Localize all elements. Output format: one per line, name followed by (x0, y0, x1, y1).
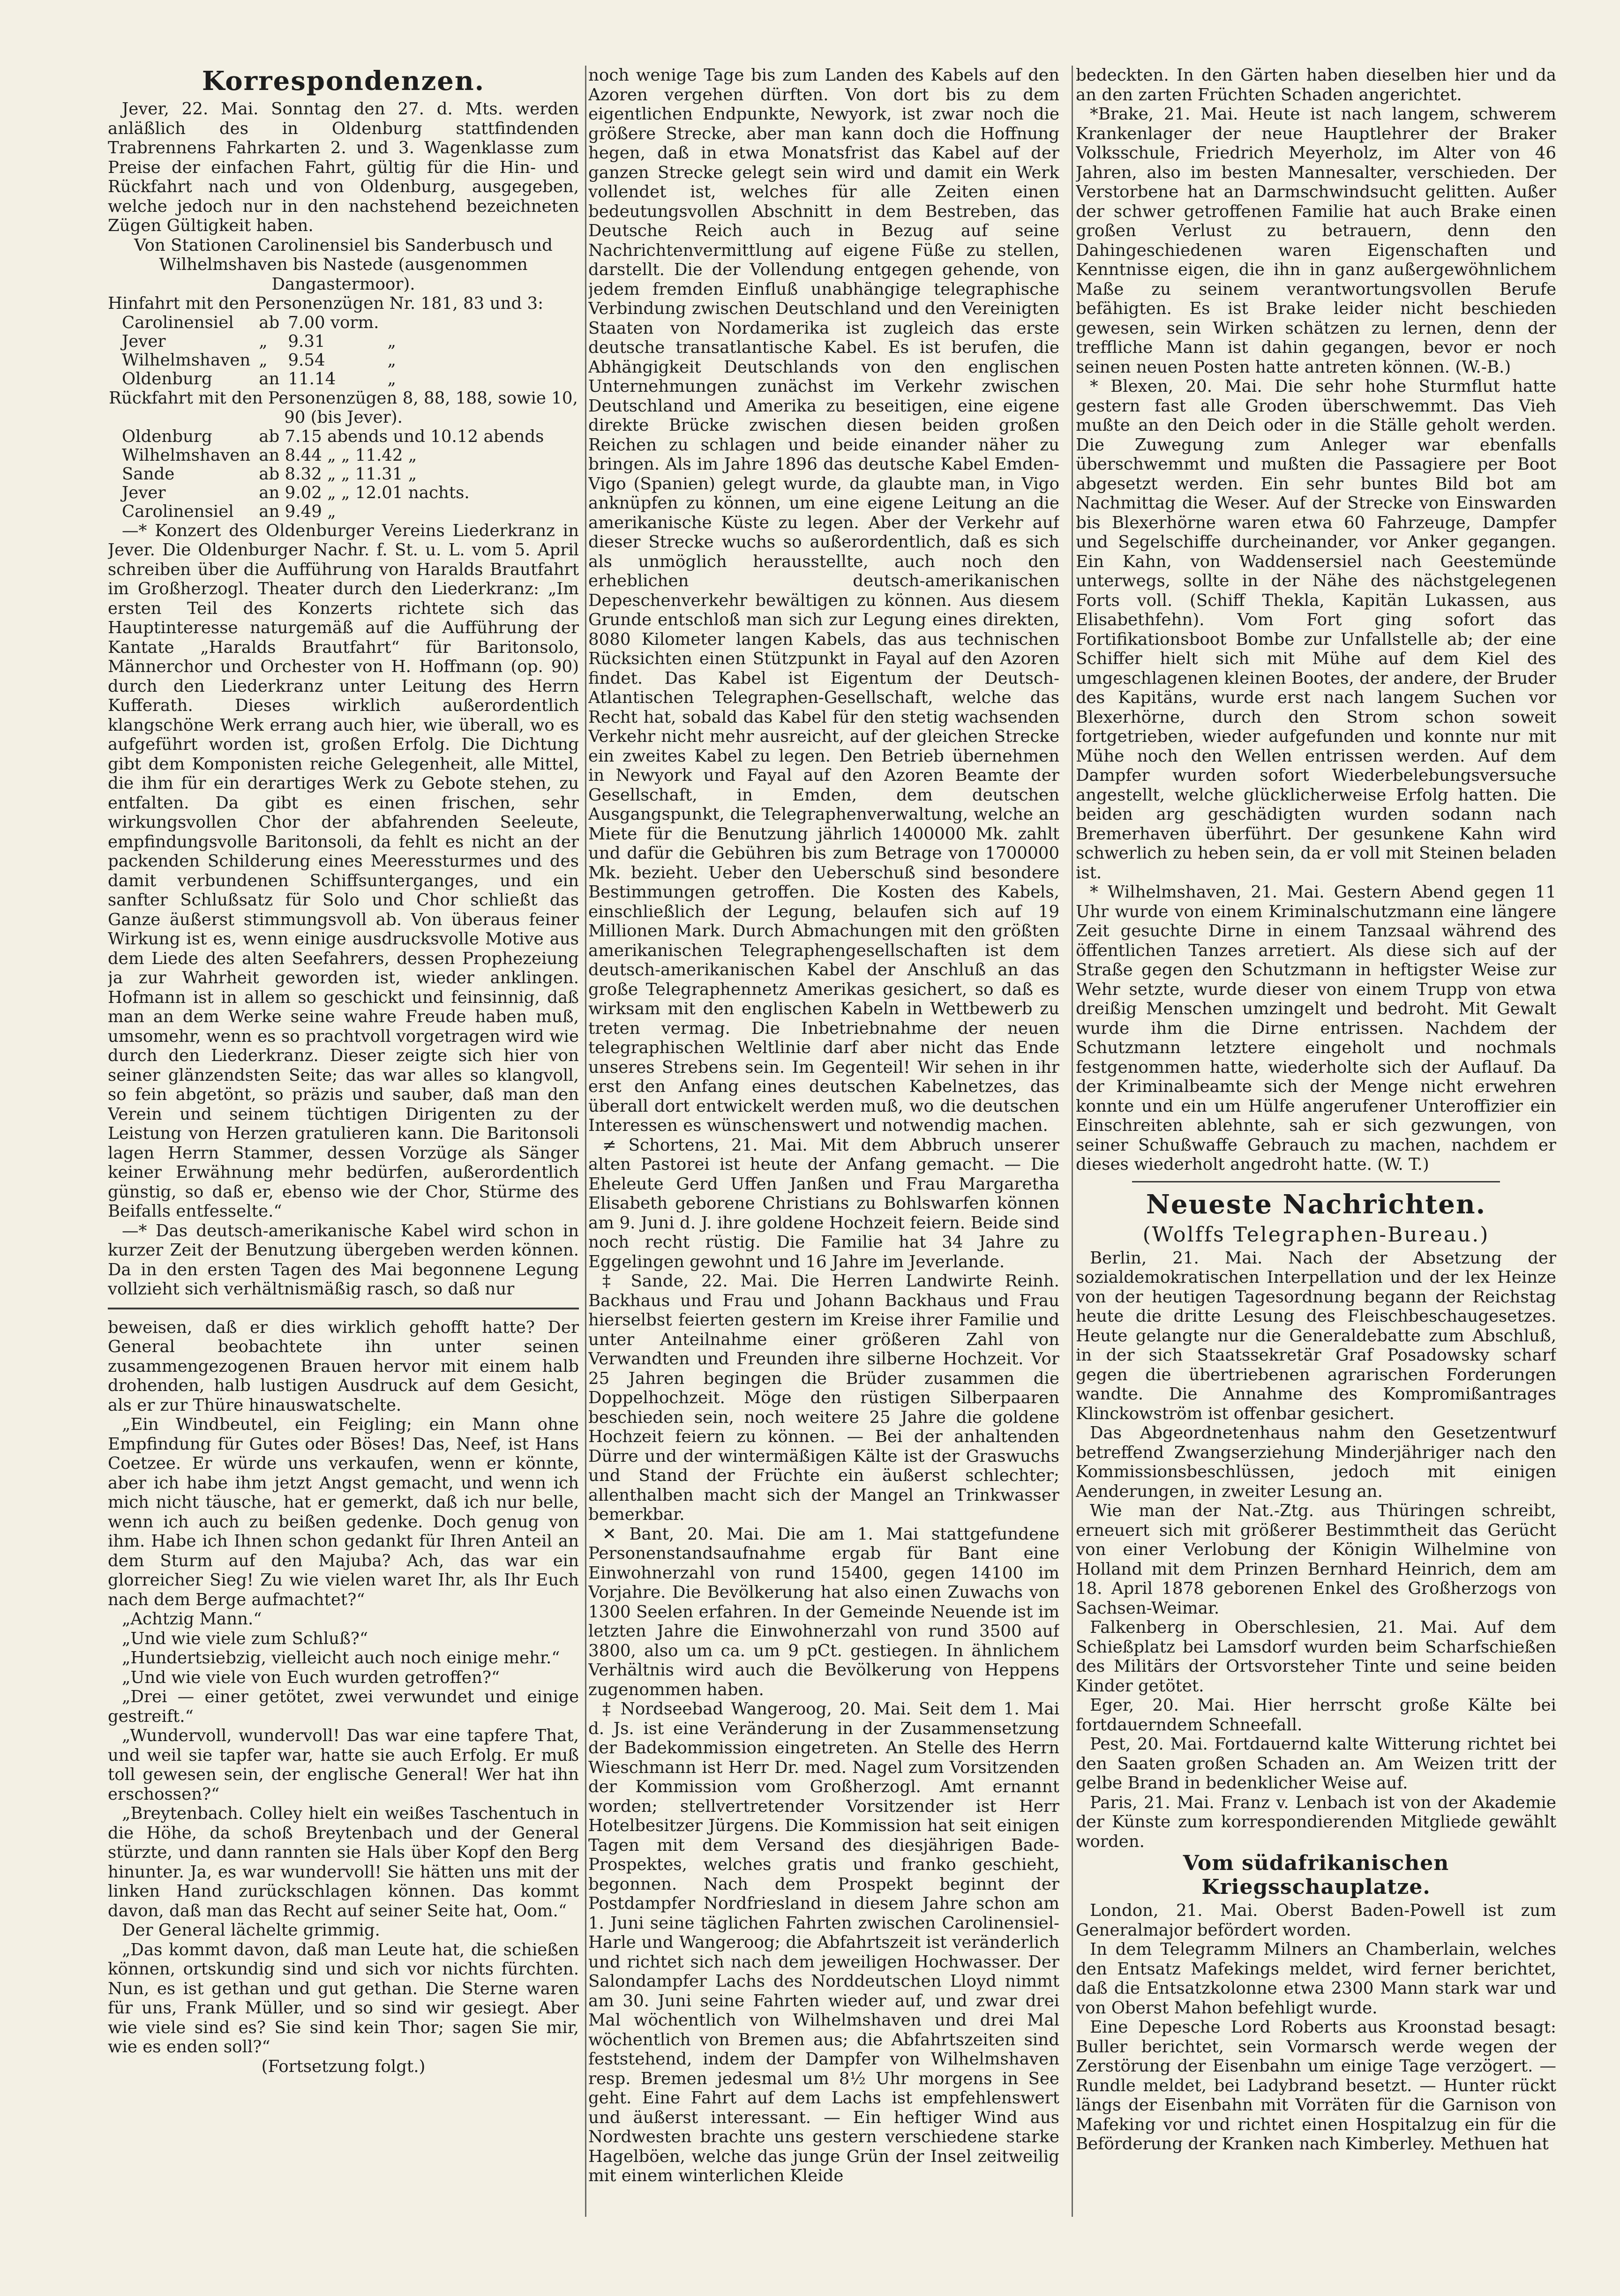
article-london: London, 21. Mai. Oberst Baden-Powell ist zum Generalmajor befördert worden. (1076, 1901, 1556, 1940)
fortsetzung-note: (Fortsetzung folgt.) (261, 2057, 426, 2076)
table-row (122, 484, 552, 502)
article-wilhelmshaven: * Wilhelmshaven, 21. Mai. Gestern Abend gegen 11 Uhr wurde von einem Kriminalschutzmann eine längere Zeit gesuchte Dirne in einem Tanzsaal während des öffentlichen Tanzes arretiert. Als diese sich auf der Straße gegen den Schutzmann in heftigster Weise zur Wehr setzte, wurde dieser von einem Trupp von etwa dreißig Menschen umzingelt und bedroht. Mit Gewalt wurde ihm die Dirne entrissen. Nachdem der Schutzmann letztere eingeholt und nochmals festgenommen hatte, wiederholte sich der Auflauf. Da der Kriminalbeamte sich der Menge nicht erwehren konnte und ein um Hülfe angerufener Unteroffizier ein Einschreiten ablehnte, sah er sich gezwungen, von seiner Schußwaffe Gebrauch zu machen, nachdem er dieses wiederholt angedroht hatte. (W. T.) (1076, 883, 1556, 1174)
table-cell: „ (259, 350, 268, 370)
table-cell: an (259, 369, 280, 389)
article-eger: Eger, 20. Mai. Hier herrscht große Kälte bei fortdauerndem Schneefall. (1076, 1696, 1556, 1735)
table-cell: ab 7.15 abends und 10.12 abends (259, 426, 544, 446)
table-cell: „ (387, 331, 396, 351)
article-kabel-continued: noch wenige Tage bis zum Landen des Kabels auf den Azoren vergehen dürften. Von dort bis zu dem eigentlichen Endpunkte, Newyork, ist zwar noch die größere Strecke, aber man kann doch die Hoffnung hegen, daß in etwa Monatsfrist das Kabel auf der ganzen Strecke gelegt sein wird und damit ein Werk vollendet ist, welches für alle Zeiten einen bedeutungsvollen Abschnitt in dem Bestreben, das Deutsche Reich auch in Bezug auf seine Nachrichtenvermittlung auf eigene Füße zu stellen, darstellt. Die der Vollendung entgegen gehende, von jedem fremden Einfluß unabhängige telegraphische Verbindung zwischen Deutschland und den Vereinigten Staaten von Nordamerika ist zugleich das erste deutsche transatlantische Kabel. Es ist berufen, die Abhängigkeit Deutschlands von den englischen Unternehmungen zunächst im Verkehr zwischen Deutschland und Amerika zu beseitigen, eine eigene direkte Brücke zwischen diesen beiden großen Reichen zu schlagen und beide einander näher zu bringen. Als im Jahre 1896 das deutsche Kabel Emden-Vigo (Spanien) gelegt wurde, da glaubte man, in Vigo anknüpfen zu können, um eine eigene Leitung an die amerikanische Küste zu legen. Aber der Verkehr auf dieser Strecke wuchs so außerordentlich, daß es sich als unmöglich herausstellte, auch noch den erheblichen deutsch-amerikanischen Depeschenverkehr bewältigen zu können. Aus diesem Grunde entschloß man sich zur Legung eines direkten, 8080 Kilometer langen Kabels, das aus technischen Rücksichten einen Stützpunkt in Fayal auf den Azoren findet. Das Kabel ist Eigentum der Deutsch-Atlantischen Telegraphen-Gesellschaft, welche das Recht hat, sobald das Kabel für den stetig wachsenden Verkehr nicht mehr ausreicht, auf der gleichen Strecke ein zweites Kabel zu legen. Den Betrieb übernehmen in Newyork und Fayal auf den Azoren Beamte der Gesellschaft, in Emden, dem deutschen Ausgangspunkt, die Telegraphenverwaltung, welche an Miete für die Benutzung jährlich 1400000 Mk. zahlt und dafür die Gebühren bis zum Betrage von 1700000 Mk. bezieht. Ueber den Ueberschuß sind besondere Bestimmungen getroffen. Die Kosten des Kabels, einschließlich der Legung, belaufen sich auf 19 Millionen Mark. Durch Abmachungen mit den größten amerikanischen Telegraphengesellschaften ist dem deutsch-amerikanischen Kabel der Anschluß an das große Telegraphennetz Amerikas gesichert, so daß es wirksam mit den englischen Kabeln in Wettbewerb zu treten vermag. Die Inbetriebnahme der neuen telegraphischen Weltlinie darf aber nicht das Ende unseres Strebens sein. Im Gegenteil! Wir sehen in ihr erst den Anfang eines deutschen Kabelnetzes, das überall dort entwickelt werden muß, wo die deutschen Interessen es wünschenswert und notwendig machen. (588, 66, 1059, 1135)
article-bant: ✕ Bant, 20. Mai. Die am 1. Mai stattgefundene Personenstandsaufnahme ergab für Bant eine Einwohnerzahl von rund 15400, gegen 14100 im Vorjahre. Die Bevölkerung hat also einen Zuwachs von 1300 Seelen erfahren. In der Gemeinde Neuende ist im letzten Jahre die Einwohnerzahl von rund 3500 auf 3800, also um ca. um 9 pCt. gestiegen. In ähnlichem Verhältnis wird auch die Bevölkerung von Heppens zugenommen haben. (588, 1524, 1059, 1699)
table-row (122, 446, 552, 465)
feuilleton-paragraph: „Hundertsiebzig, vielleicht auch noch einige mehr.“ (122, 1648, 560, 1668)
column-2 (588, 66, 1059, 2217)
table-cell: ab (259, 313, 280, 332)
rueckfahrt-label: Rückfahrt mit den Personenzügen 8, 88, 188, sowie 10, 90 (bis Jever). (109, 388, 578, 427)
article-london-roberts: Eine Depesche Lord Roberts aus Kroonstad besagt: Buller berichtet, sein Vormarsch werde wegen der Zerstörung der Eisenbahn um einige Tage verzögert. — Rundle meldet, bei Ladybrand besetzt. — Hunter rückt längs der Eisenbahn mit Vorräten für die Garnison von Mafeking vor und richtet einen Hospitalzug ein für die Beförderung der Kranken nach Kimberley. Methuen hat (1076, 2018, 1556, 2154)
feuilleton-paragraph: beweisen, daß er dies wirklich gehofft hatte? Der General beobachtete ihn unter seinen zusammengezogenen Brauen hervor mit einem halb drohenden, halb lustigen Ausdruck auf dem Gesicht, als er zur Thüre hinauswatschelte. (108, 1317, 579, 1415)
column-3 (1076, 66, 1556, 2217)
feuilleton-paragraph: „Das kommt davon, daß man Leute hat, die schießen können, ortskundig sind und sich vor nichts fürchten. Nun, es ist gethan und gut gethan. Die Sterne waren für uns, Frank Müller, und so sind wir gesiegt. Aber wie viele sind es? Sie sind kein Thor; sagen Sie mir, wie es enden soll?“ (108, 1940, 579, 2057)
article-jever-intro: Jever, 22. Mai. Sonntag den 27. d. Mts. werden anläßlich des in Oldenburg stattfindenden Trabrennens Fahrkarten 2. und 3. Wagenklasse zum Preise der einfachen Fahrt, gültig für die Hin- und Rückfahrt nach und von Oldenburg, ausgegeben, welche jedoch nur in den nachstehend bezeichneten Zügen Gültigkeit haben. (108, 99, 579, 235)
table-cell: Jever (122, 483, 166, 502)
table-cell: Wilhelmshaven (122, 350, 251, 370)
article-sande: ‡ Sande, 22. Mai. Die Herren Landwirte Reinh. Backhaus und Frau und Johann Backhaus und Frau hierselbst feierten gestern im Kreise ihrer Familie und unter Anteilnahme einer größeren Zahl von Verwandten und Freunden ihre silberne Hochzeit. Vor 25 Jahren begingen die Brüder zusammen die Doppelhochzeit. Möge den rüstigen Silberpaaren beschieden sein, noch weitere 25 Jahre die goldene Hochzeit feiern zu können. — Bei der anhaltenden Dürre und der wintermäßigen Kälte ist der Graswuchs und Stand der Früchte ein äußerst schlechter; allenthalben macht sich der Mangel an Trinkwasser bemerkbar. (588, 1271, 1059, 1524)
article-brake: *Brake, 21. Mai. Heute ist nach langem, schwerem Krankenlager der neue Hauptlehrer der Braker Volksschule, Friedrich Meyerholz, im Alter von 46 Jahren, also im besten Mannesalter, verschieden. Der Verstorbene hat an Darmschwindsucht gelitten. Außer der schwer getroffenen Familie hat auch Brake einen großen Verlust zu betrauern, denn den Dahingeschiedenen waren Eigenschaften und Kenntnisse eigen, die ihn in ganz außergewöhnlichem Maße zu seinem verantwortungsvollen Berufe befähigten. Es ist Brake leider nicht beschieden gewesen, sein Wirken schätzen zu lernen, denn der treffliche Mann ist dahin gegangen, bevor er noch seinen neuen Posten hatte antreten können. (W.-B.) (1076, 105, 1556, 377)
feuilleton-paragraph: Der General lächelte grimmig. (122, 1921, 380, 1940)
feuilleton-paragraph: „Ein Windbeutel, ein Feigling; ein Mann ohne Empfindung für Gutes oder Böses! Das, Neef, ist Hans Coetzee. Er würde uns verkaufen, wenn er könnte, aber ich habe ihm jetzt Angst gemacht, und wenn ich mich nicht täusche, hat er gemerkt, daß ich nur belle, wenn ich auch zu beißen gedenke. Doch genug von ihm. Habe ich Ihnen schon gedankt für Ihren Anteil an dem Sturm auf den Majuba? Ach, das war ein glorreicher Sieg! Zu wie vielen waret Ihr, als Ihr Euch nach dem Berge aufmachtet?“ (108, 1415, 579, 1609)
table-row (122, 370, 405, 389)
hinfahrt-table (122, 314, 405, 389)
column-divider (585, 66, 586, 2217)
table-cell: Wilhelmshaven (122, 445, 251, 465)
table-cell: an 9.02 „ „ 12.01 nachts. (259, 483, 470, 502)
table-row (122, 332, 405, 351)
article-kabel-start: —* Das deutsch-amerikanische Kabel wird schon in kurzer Zeit der Benutzung übergeben werden können. Da in den ersten Tagen des Mai begonnene Legung vollzieht sich verhältnismäßig rasch, so daß nur (108, 1221, 579, 1299)
article-falkenberg: Falkenberg in Oberschlesien, 21. Mai. Auf dem Schießplatz bei Lamsdorf wurden beim Scharfschießen des Militärs der Ortsvorsteher Tinte und seine beiden Kinder getötet. (1076, 1618, 1556, 1696)
hinfahrt-label: Hinfahrt mit den Personenzügen Nr. 181, 83 und 3: (108, 294, 544, 313)
table-cell: Carolinensiel (122, 501, 234, 521)
table-row (122, 465, 552, 484)
table-cell: 9.31 (288, 331, 325, 351)
article-jever-stations: Von Stationen Carolinensiel bis Sanderbusch und Wilhelmshaven bis Nastede (ausgenommen Dangastermoor). (134, 235, 553, 294)
feuilleton-divider (108, 1308, 579, 1309)
section-heading-kriegsschauplatz: Vom südafrikanischen Kriegsschauplatze. (1183, 1851, 1449, 1899)
article-berlin-verlobung: Wie man der Nat.-Ztg. aus Thüringen schreibt, erneuert sich mit größerer Bestimmtheit das Gerücht von einer Verlobung der Königin Wilhelmine von Holland mit dem Prinzen Bernhard Heinrich, dem am 18. April 1878 geborenen Enkel des Großherzogs von Sachsen-Weimar. (1076, 1501, 1556, 1618)
article-berlin: Berlin, 21. Mai. Nach der Absetzung der sozialdemokratischen Interpellation und der lex Heinze von der heutigen Tagesordnung begann der Reichstag heute die dritte Lesung des Fleischbeschaugesetzes. Heute gelangte nur die Generaldebatte zum Abschluß, in der sich Staatssekretär Graf Posadowsky scharf gegen die übertriebenen agrarischen Forderungen wandte. Die Annahme des Kompromißantrages Klinckowström ist offenbar gesichert. (1076, 1248, 1556, 1423)
table-cell: Carolinensiel (122, 313, 234, 332)
feuilleton-paragraph: „Und wie viele zum Schluß?“ (122, 1629, 368, 1648)
table-cell: 9.54 (288, 350, 325, 370)
rueckfahrt-table (122, 427, 552, 521)
feuilleton-paragraph: „Und wie viele von Euch wurden getroffen?“ (122, 1668, 500, 1687)
table-row (122, 427, 552, 446)
article-blexen: * Blexen, 20. Mai. Die sehr hohe Sturmflut hatte gestern fast alle Groden überschwemmt. Das Vieh mußte an den Deich oder in die Ställe geholt werden. Die Zuwegung zum Anleger war ebenfalls überschwemmt und mußten die Passagiere per Boot abgesetzt werden. Ein sehr buntes Bild bot am Nachmittag die Weser. Auf der Strecke von Einswarden bis Blexerhörne waren etwa 60 Fahrzeuge, Dampfer und Segelschiffe durcheinander, vor Anker gegangen. Ein Kahn, von Waddensersiel nach Geestemünde unterwegs, sollte in der Nähe des nächstgelegenen Forts voll. (Schiff Thekla, Kapitän Lukassen, aus Elisabethfehn). Vom Fort ging sofort das Fortifikationsboot Bombe zur Unfallstelle ab; der eine Schiffer hielt sich mit Mühe auf dem Kiel des umgeschlagenen kleinen Bootes, der andere, der Bruder des Kapitäns, wurde erst nach langem Suchen vor Blexerhörne, durch den Strom schon soweit fortgetrieben, wieder aufgefunden und konnte nur mit Mühe noch den Wellen entrissen werden. Auf dem Dampfer wurden sofort Wiederbelebungsversuche angestellt, welche glücklicherweise Erfolg hatten. Die beiden arg geschädigten wurden sodann nach Bremerhaven überführt. Der gesunkene Kahn wird schwerlich zu heben sein, da er voll mit Steinen beladen ist. (1076, 377, 1556, 883)
table-row (122, 351, 405, 370)
table-cell: an 8.44 „ „ 11.42 „ (259, 445, 417, 465)
column-divider (1072, 66, 1073, 2217)
column-1 (108, 66, 579, 2217)
feuilleton-paragraph: „Achtzig Mann.“ (122, 1609, 262, 1629)
table-cell: Oldenburg (122, 426, 212, 446)
wolff-bureau-line: (Wolffs Telegraphen-Bureau.) (1142, 1222, 1490, 1247)
article-berlin-abgeordnetenhaus: Das Abgeordnetenhaus nahm den Gesetzentwurf betreffend Zwangserziehung Minderjähriger nach den Kommissionsbeschlüssen, jedoch mit einigen Aenderungen, in zweiter Lesung an. (1076, 1423, 1556, 1501)
article-wangeroog: ‡ Nordseebad Wangeroog, 20. Mai. Seit dem 1. Mai d. Js. ist eine Veränderung in der Zusammensetzung der Badekommission eingetreten. An Stelle des Herrn Wieschmann ist Herr Dr. med. Nagel zum Vorsitzenden der Kommission vom Großherzogl. Amt ernannt worden; stellvertretender Vorsitzender ist Herr Hotelbesitzer Jürgens. Die Kommission hat seit einigen Tagen mit dem Versand des diesjährigen Bade-Prospektes, welches gratis und franko geschieht, begonnen. Nach dem Prospekt beginnt der Postdampfer Nordfriesland in diesem Jahre schon am 1. Juni seine täglichen Fahrten zwischen Carolinensiel-Harle und Wangeroog; die Abfahrtszeit ist veränderlich und richtet sich nach dem jeweiligen Hochwasser. Der Salondampfer Lachs des Norddeutschen Lloyd nimmt am 30. Juni seine Fahrten wieder auf, und zwar drei Mal wöchentlich von Wilhelmshaven und drei Mal wöchentlich von Bremen aus; die Abfahrtszeiten sind feststehend, indem der Dampfer von Wilhelmshaven resp. Bremen jedesmal um 8½ Uhr morgens in See geht. Eine Fahrt auf dem Lachs ist empfehlenswert und äußerst interessant. — Ein heftiger Wind aus Nordwesten brachte uns gestern verschiedene starke Hagelböen, welche das junge Grün der Insel zeitweilig mit einem winterlichen Kleide (588, 1699, 1059, 2185)
table-cell: 7.00 vorm. (288, 313, 379, 332)
feuilleton-paragraph: „Breytenbach. Colley hielt ein weißes Taschentuch in die Höhe, da schoß Breytenbach und der General stürzte, und dann rannten sie Hals über Kopf den Berg hinunter. Ja, es war wundervoll! Sie hätten uns mit der linken Hand zurückschlagen können. Das kommt davon, daß man das Recht auf seiner Seite hat, Oom.“ (108, 1804, 579, 1921)
table-row (122, 314, 405, 332)
table-cell: „ (387, 350, 396, 370)
article-paris: Paris, 21. Mai. Franz v. Lenbach ist von der Akademie der Künste zum korrespondierenden Mitgliede gewählt worden. (1076, 1793, 1556, 1851)
article-pest: Pest, 20. Mai. Fortdauernd kalte Witterung richtet bei den Saaten großen Schaden an. Am Weizen tritt der gelbe Brand in bedenklicher Weise auf. (1076, 1735, 1556, 1793)
feuilleton-paragraph: „Wundervoll, wundervoll! Das war eine tapfere That, und weil sie tapfer war, hatte sie auch Erfolg. Er muß toll gewesen sein, der englische General! Wer hat ihn erschossen?“ (108, 1726, 579, 1804)
article-london-mafeking: In dem Telegramm Milners an Chamberlain, welches den Entsatz Mafekings meldet, wird ferner berichtet, daß die Entsatzkolonne etwa 2300 Mann stark war und von Oberst Mahon befehligt wurde. (1076, 1940, 1556, 2018)
section-heading-korrespondenzen: Korrespondenzen. (202, 66, 485, 97)
table-cell (388, 314, 405, 332)
table-cell: „ (259, 331, 268, 351)
feuilleton-paragraph: „Drei — einer getötet, zwei verwundet und einige gestreift.“ (108, 1687, 579, 1726)
article-wangeroog-end: bedeckten. In den Gärten haben dieselben hier und da an den zarten Früchten Schaden angerichtet. (1076, 66, 1556, 105)
table-cell: „ (387, 369, 396, 389)
section-heading-neueste: Neueste Nachrichten. (1146, 1189, 1486, 1220)
table-cell: 11.14 (288, 369, 336, 389)
table-cell: an 9.49 „ (259, 501, 336, 521)
table-cell: ab 8.32 „ „ 11.31 „ (259, 464, 417, 484)
table-cell: Sande (122, 464, 175, 484)
table-cell: Oldenburg (122, 369, 212, 389)
table-cell: Jever (122, 331, 166, 351)
table-row (122, 502, 552, 521)
section-divider (1132, 1181, 1500, 1182)
article-schortens: ≠ Schortens, 21. Mai. Mit dem Abbruch unserer alten Pastorei ist heute der Anfang gemacht. — Die Eheleute Gerd Uffen Janßen und Frau Margaretha Elisabeth geborene Christians zu Bohlswarfen können am 9. Juni d. J. ihre goldene Hochzeit feiern. Beide sind noch recht rüstig. Die Familie hat 34 Jahre zu Eggelingen gewohnt und 16 Jahre im Jeverlande. (588, 1135, 1059, 1271)
article-konzert: —* Konzert des Oldenburger Vereins Liederkranz in Jever. Die Oldenburger Nachr. f. St. u. L. vom 5. April schreiben über die Aufführung von Haralds Brautfahrt im Großherzogl. Theater durch den Liederkranz: „Im ersten Teil des Konzerts richtete sich das Hauptinteresse naturgemäß auf die Aufführung der Kantate „Haralds Brautfahrt“ für Baritonsolo, Männerchor und Orchester von H. Hoffmann (op. 90) durch den Liederkranz unter Leitung des Herrn Kufferath. Dieses wirklich außerordentlich klangschöne Werk errang auch hier, wie überall, wo es aufgeführt worden ist, großen Erfolg. Die Dichtung gibt dem Komponisten reiche Gelegenheit, alle Mittel, die ihm für ein derartiges Werk zu Gebote stehen, zu entfalten. Da gibt es einen frischen, sehr wirkungsvollen Chor der abfahrenden Seeleute, empfindungsvolle Baritonsoli, da fehlt es nicht an der packenden Schilderung eines Meeressturmes und des damit verbundenen Schiffsunterganges, und ein sanfter Schlußsatz für Solo und Chor schließt das Ganze äußerst stimmungsvoll ab. Von überaus feiner Wirkung ist es, wenn einige ausdrucksvolle Motive aus dem Liede des alten Seefahrers, dessen Prophezeiung ja zur Wahrheit geworden ist, wieder anklingen. Hofmann ist in allem so geschickt und feinsinnig, daß man an dem Werke seine wahre Freude haben muß, umsomehr, wenn es so prachtvoll vorgetragen wird wie durch den Liederkranz. Dieser zeigte sich hier von seiner glänzendsten Seite; das war alles so klangvoll, so fein abgetönt, so präzis und sauber, daß man den Verein und seinem tüchtigen Dirigenten zu der Leistung von Herzen gratulieren kann. Die Baritonsoli lagen Herrn Stammer, dessen Vorzüge als Sänger keiner Erwähnung mehr bedürfen, außerordentlich günstig, so daß er, ebenso wie der Chor, Stürme des Beifalls entfesselte.“ (108, 521, 579, 1221)
